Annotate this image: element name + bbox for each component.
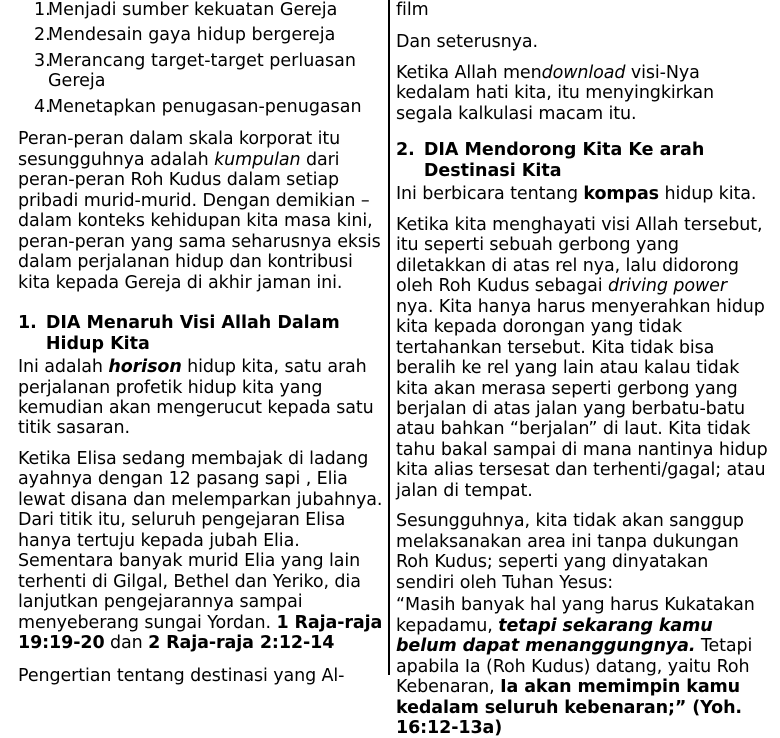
text-part: Ketika Elisa sedang membajak di ladang ayahnya dengan 12 pasang sapi , Elia lewat disana dan melemparkan jubahnya. Dari titik itu, seluruh pengejaran Elisa hanya tertuju kepada jubah Elia. Sementara banyak murid Elia yang lain terhenti di Gilgal, Bethel dan Yeriko, dia lanjutkan pengejarannya sampai menyeberang sungai Yordan. — [18, 448, 383, 633]
numbered-list — [18, 0, 386, 117]
paragraph-corporate-roles — [18, 129, 386, 293]
list-item-text: Menjadi sumber kekuatan Gereja — [48, 0, 338, 20]
text-bold: Ia akan memimpin kamu kedalam seluruh kebenaran;” (Yoh. 16:12-13a) — [396, 677, 742, 738]
heading-text: DIA Menaruh Visi Allah Dalam Hidup Kita — [45, 313, 340, 354]
heading-section-2 — [396, 140, 768, 181]
heading-text: DIA Mendorong Kita Ke arah Destinasi Kita — [423, 140, 705, 181]
text-part: hidup kita. — [659, 184, 757, 205]
fragment-film: film — [396, 0, 429, 20]
column-divider — [388, 0, 390, 675]
text-bold: 2 Raja-raja 2:12-14 — [148, 633, 335, 654]
heading-number: 2. — [396, 140, 415, 161]
paragraph-sesungguhnya: Sesungguhnya, kita tidak akan sanggup melaksanakan area ini tanpa dukungan Roh Kudus; seperti yang dinyatakan sendiri oleh Tuhan Yesus: — [396, 511, 744, 593]
text-bold-italic: tetapi sekarang kamu belum dapat menanggungnya. — [396, 615, 713, 657]
paragraph-horison — [18, 357, 386, 439]
text-part: Ketika Allah men — [396, 62, 542, 83]
text-part: Peran-peran dalam skala korporat itu sesungguhnya adalah — [18, 129, 341, 170]
list-item-number: 4. — [34, 96, 51, 117]
text-bold: 1 Raja-raja 19:19-20 — [18, 612, 383, 654]
list-item-text: Merancang target-target perluasan Gereja — [48, 50, 356, 92]
text-part: nya. Kita hanya harus menyerahkan hidup kita kepada dorongan yang tidak tertahankan tersebut. Kita tidak bisa beralih ke rel yang lain atau kalau tidak kita akan merasa seperti gerbong yang berjalan di atas jalan yang berbatu-batu atau bahkan “berjalan” di laut. Kita tidak tahu bakal sampai di mana nantinya hidup kita alias tersesat dan terhenti/gagal; atau jalan di tempat. — [396, 296, 768, 501]
text-part: “Masih banyak hal yang harus Kukatakan kepadamu, — [396, 595, 755, 636]
text-italic: driving power — [607, 276, 727, 297]
text-bold: kompas — [583, 184, 659, 205]
list-item — [18, 25, 386, 45]
text-part: Ini adalah — [18, 357, 109, 378]
list-item-text: Mendesain gaya hidup bergereja — [48, 25, 336, 46]
text-part: dari peran-peran Roh Kudus dalam setiap pribadi murid-murid. Dengan demikian – dalam konteks kehidupan kita masa kini, peran-peran yang sama seharusnya eksis dalam perjalanan hidup dan kontribusi kita kepada Gereja di akhir jaman ini. — [18, 149, 381, 293]
paragraph-download — [396, 63, 768, 124]
paragraph-dan-seterusnya: Dan seterusnya. — [396, 32, 539, 53]
text-part: dan — [104, 633, 149, 654]
text-part: hidup kita, satu arah perjalanan profetik hidup kita yang kemudian akan mengerucut kepada satu titik sasaran. — [18, 357, 374, 439]
paragraph-quote-yohanes — [396, 595, 768, 738]
paragraph-kompas — [396, 184, 768, 204]
left-column — [18, 0, 386, 686]
text-bold-italic: horison — [108, 357, 182, 378]
right-column — [396, 0, 768, 738]
list-item — [18, 97, 386, 117]
list-item-text: Menetapkan penugasan-penugasan — [48, 96, 362, 117]
text-part: Ini berbicara tentang — [396, 184, 584, 205]
paragraph-gerbong — [396, 215, 768, 502]
text-part: Ketika kita menghayati visi Allah tersebut, itu seperti sebuah gerbong yang diletakkan di atas rel nya, lalu didorong oleh Roh Kudus sebagai — [396, 214, 763, 297]
text-italic: download — [541, 62, 626, 83]
heading-section-1 — [18, 313, 386, 354]
text-part: visi-Nya kedalam hati kita, itu menyingkirkan segala kalkulasi macam itu. — [396, 62, 715, 124]
text-italic: kumpulan — [214, 149, 301, 170]
list-item — [18, 0, 386, 20]
text-part: Tetapi apabila Ia (Roh Kudus) datang, yaitu Roh Kebenaran, — [396, 636, 753, 698]
paragraph-elisa — [18, 449, 386, 654]
list-item-number: 2. — [34, 25, 51, 46]
heading-number: 1. — [18, 313, 37, 334]
list-item-number: 3. — [34, 50, 51, 71]
paragraph-pengertian: Pengertian tentang destinasi yang Al- — [18, 665, 345, 686]
list-item-number: 1. — [34, 0, 51, 20]
list-item — [18, 51, 386, 92]
